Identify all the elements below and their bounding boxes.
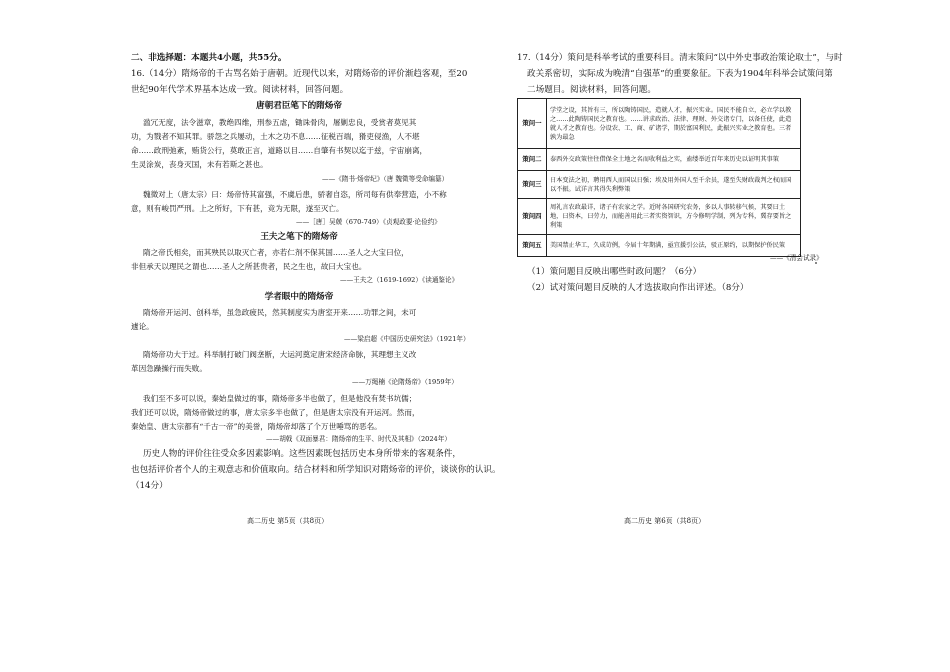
- row-label: 策问一: [518, 99, 547, 149]
- material-2-citation: ——［唐］吴兢（670-749）《贞观政要·论俭约》: [296, 218, 441, 226]
- material-3-title: 王夫之笔下的隋炀帝: [260, 232, 338, 242]
- material-line: 滥冗无度，法令滋章，教绝四维，刑参五虐，锄诛骨肉，屠剿忠良，受赏者莫见其: [143, 118, 417, 127]
- material-1-citation: ——《隋书·炀帝纪》（唐 魏徵等受命编纂）: [322, 175, 449, 183]
- row-content: 学堂之设，其旨有三，所以陶铸国民，造就人才，振兴实业。国民不能自立，必立学以教之……此陶铸国民之教育也。……讲求政治、法律、理财、外交诸专门，以备任使，此造就人才之教育也。分设农、工、商、矿诸学，期於富国利民，此振兴实业之教育也。三者孰为最急: [547, 99, 801, 149]
- material-4c-citation: ——胡戟《双面暴君：隋炀帝的生平、时代及其相》（2024年）: [266, 435, 451, 443]
- row-content: 周礼言农政最详，诸子有农家之学。近时各国研究农务，多以人事转移气候，其要曰土地，曰资本，曰劳力，而能善用此三者实资智识，方今修明学制，列为专科，冀存要旨之利策: [547, 199, 801, 235]
- table-row: [518, 199, 801, 235]
- row-label: 策问三: [518, 171, 547, 199]
- table-row: [518, 171, 801, 199]
- table-row: [518, 99, 801, 149]
- material-line: 遽论。: [131, 322, 154, 331]
- material-line: 意，则有峻罚严刑。上之所好，下有甚，竞为无限，遂至灭亡。: [131, 204, 344, 213]
- material-line: 生灵涂炭，丧身灭国，未有若斯之甚也。: [131, 160, 268, 169]
- subquestion-1: （1）策问题目反映出哪些时政问题？（6分）: [527, 267, 702, 277]
- q17-intro-line: 政关系密切，实际成为晚清“自强革”的重要象征。下表为1904年科举会试策问第: [527, 69, 833, 79]
- row-label: 策问四: [518, 199, 547, 235]
- material-line: 秦始皇、唐太宗都有“千古一帝”的美誉，隋炀帝却落了个万世唾骂的恶名。: [131, 422, 382, 431]
- material-line: 隋炀帝功大于过。科举制打破门阀垄断，大运河奠定唐宋经济命脉，其理想主义改: [143, 350, 417, 359]
- material-line: 命……政刑弛紊，贿货公行，莫敢正言，道路以目……自肇有书契以迄于兹，宇宙崩离，: [131, 146, 428, 155]
- task-line: （14分）: [131, 481, 168, 491]
- material-line: 我们还可以说，隋炀帝做过的事，唐太宗多半也做了，但是唐太宗没有开运河。然而，: [131, 408, 420, 417]
- q17-intro-line: 17.（14分）策问是科举考试的重要科目。清末策问“以中外史事政治策论取士”，与时: [517, 53, 843, 63]
- material-line: 我们至不多可以说，秦始皇做过的事，隋炀帝多半也做了，但是他没有焚书坑儒；: [143, 394, 417, 403]
- material-line: 非但承天以理民之谓也……圣人之所甚贵者，民之生也，故曰大宝也。: [131, 262, 367, 271]
- material-line: 隋之帝氏相矣，而其殃民以取灭亡者，亦若仁剂不保其国……圣人之大宝曰位，: [143, 248, 409, 257]
- material-3-citation: ——王夫之（1619-1692）《读通鉴论》: [340, 276, 459, 284]
- row-content: 日本变法之初，聘用西人而国以日强；埃及用外国人至千余员，遂至失财政裁判之权而国以不振。试详言其得失利弊策: [547, 171, 801, 199]
- material-1-title: 唐朝君臣笔下的隋炀帝: [256, 101, 342, 111]
- subquestion-2: （2）试对策问题目反映的人才选拔取向作出评述。（8分）: [527, 283, 749, 293]
- material-line: 隋炀帝开运河、创科举，虽急政疲民，然其制度实为唐室开来……功罪之间，未可: [143, 308, 417, 317]
- material-4-title: 学者眼中的隋炀帝: [264, 292, 334, 302]
- task-line: 历史人物的评价往往受众多因素影响。这些因素既包括历史本身所带来的客观条件，: [143, 449, 461, 459]
- q17-intro-line: 二场题目。阅读材料，回答问题。: [527, 85, 656, 95]
- policy-question-table: [517, 98, 801, 257]
- scan-speck: [815, 262, 817, 264]
- material-line: 魏徵对上（唐太宗）曰：炀帝恃其富强，不虞后患，骄奢自恣，所司每有供奉营造，小不称: [143, 190, 447, 199]
- row-label: 策问二: [518, 149, 547, 171]
- material-line: 革因急躁操行而失败。: [131, 364, 207, 373]
- material-4b-citation: ——万绳楠《论隋炀帝》（1959年）: [352, 378, 458, 386]
- material-line: 功，为戮者不知其罪。骄怨之兵屡动，土木之功不息……征税百端，猾吏侵渔，人不堪: [131, 132, 420, 141]
- q16-intro-line: 世纪90年代学术界基本达成一致。阅读材料，回答问题。: [131, 85, 349, 95]
- row-content: 泰西外交政策往往借保全土地之名而收利益之实，盍缕举近百年来历史以证明其事策: [547, 149, 801, 171]
- table-row: [518, 235, 801, 257]
- q16-intro-line: 16.（14分）隋炀帝的千古骂名始于唐朝。近现代以来，对隋炀帝的评价渐趋客观，至20: [131, 69, 468, 79]
- row-content: 美国禁止华工，久成苛例，今届十年期满，亟宜援引公法，驳正原约，以期保护侨民策: [547, 235, 801, 257]
- material-4a-citation: ——梁启超《中国历史研究法》（1921年）: [344, 335, 470, 343]
- page-footer: 高二历史 第6页（共8页）: [624, 517, 706, 525]
- page-footer: 高二历史 第5页（共8页）: [247, 517, 329, 525]
- task-line: 也包括评价者个人的主观意志和价值取向。结合材料和所学知识对隋炀帝的评价，谈谈你的认识。: [131, 465, 501, 475]
- table-row: [518, 149, 801, 171]
- section-heading: 二、非选择题：本题共4小题，共55分。: [131, 53, 287, 63]
- table-citation: ——《清会试录》: [770, 254, 823, 262]
- row-label: 策问五: [518, 235, 547, 257]
